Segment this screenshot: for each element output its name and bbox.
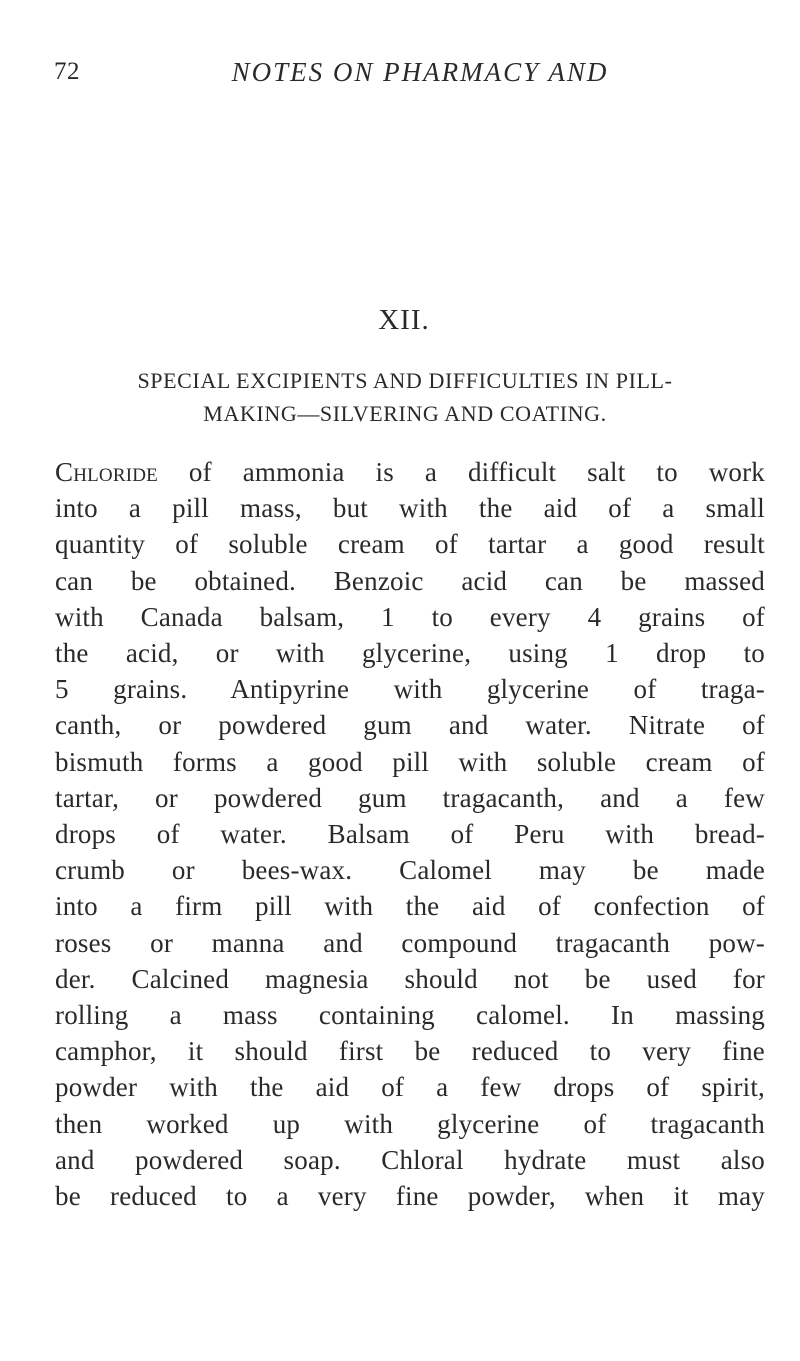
page-number: 72 <box>54 58 80 85</box>
text-line: can be obtained. Benzoic acid can be massed <box>55 565 765 596</box>
body-paragraph <box>55 454 765 1214</box>
chapter-title-line: SPECIAL EXCIPIENTS AND DIFFICULTIES IN PILL- <box>137 368 673 393</box>
text-line: roses or manna and compound tragacanth pow- <box>55 927 765 958</box>
text-line <box>55 454 765 490</box>
chapter-title-line: MAKING—SILVERING AND COATING. <box>203 401 607 426</box>
text-line: be reduced to a very fine powder, when it may <box>55 1181 765 1212</box>
chapter-numeral: XII. <box>378 304 430 336</box>
text-line: with Canada balsam, 1 to every 4 grains of <box>55 601 765 632</box>
text-line-rest: of ammonia is a difficult salt to work <box>157 457 765 487</box>
chapter-title <box>55 364 755 430</box>
text-line: then worked up with glycerine of tragacanth <box>55 1108 765 1139</box>
text-line: into a pill mass, but with the aid of a small <box>55 493 765 524</box>
running-head: NOTES ON PHARMACY AND <box>231 57 609 87</box>
text-line: canth, or powdered gum and water. Nitrate of <box>55 710 765 741</box>
text-line: rolling a mass containing calomel. In massing <box>55 1000 765 1031</box>
text-line: the acid, or with glycerine, using 1 drop to <box>55 638 765 669</box>
text-line: 5 grains. Antipyrine with glycerine of traga- <box>55 674 765 705</box>
text-line: camphor, it should first be reduced to very fine <box>55 1036 765 1067</box>
lead-word: Chloride <box>55 457 158 487</box>
text-line: and powdered soap. Chloral hydrate must also <box>55 1144 765 1175</box>
text-line: quantity of soluble cream of tartar a good result <box>55 529 765 560</box>
text-line: tartar, or powdered gum tragacanth, and a few <box>55 782 765 813</box>
text-line: powder with the aid of a few drops of spirit, <box>55 1072 765 1103</box>
text-line: bismuth forms a good pill with soluble cream of <box>55 746 765 777</box>
text-line: into a firm pill with the aid of confection of <box>55 891 765 922</box>
text-line: crumb or bees-wax. Calomel may be made <box>55 855 765 886</box>
text-line: drops of water. Balsam of Peru with bread- <box>55 819 765 850</box>
text-line: der. Calcined magnesia should not be used for <box>55 963 765 994</box>
